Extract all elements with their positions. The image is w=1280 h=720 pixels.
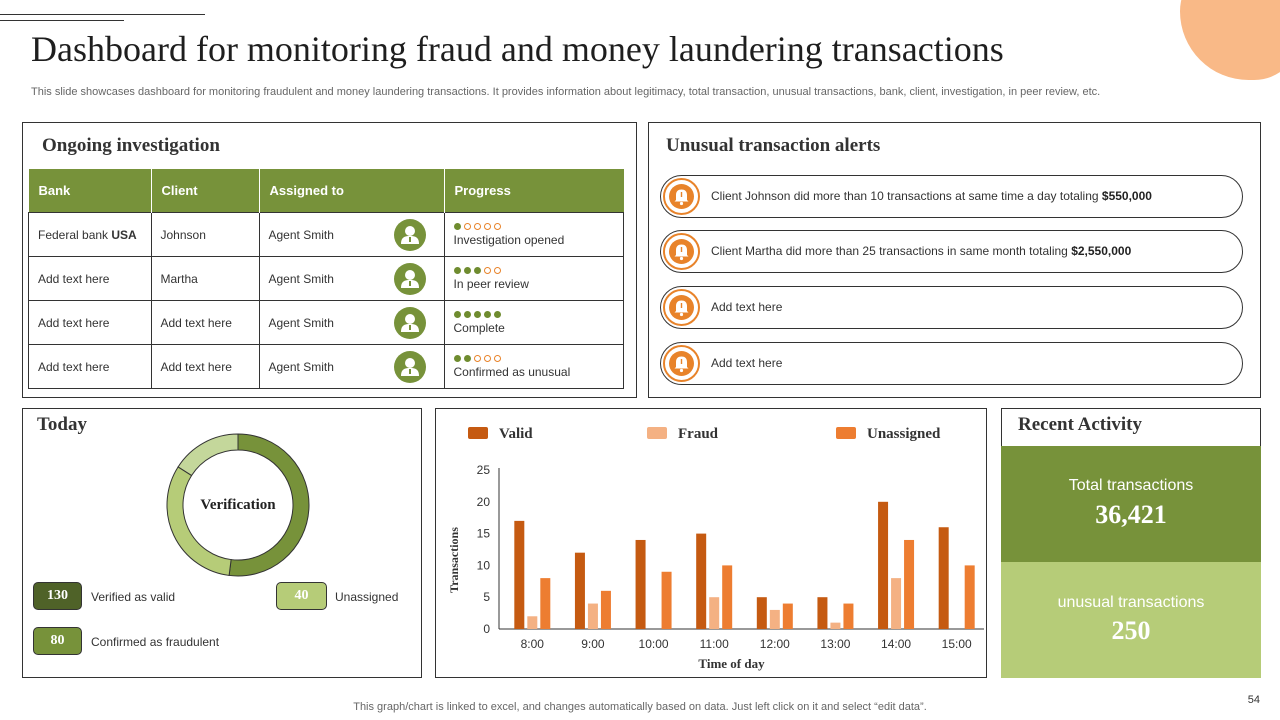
client-cell: Johnson xyxy=(151,213,259,257)
transactions-bar-chart[interactable] xyxy=(435,408,987,678)
x-tick-label: 13:00 xyxy=(820,637,851,651)
progress-status: Confirmed as unusual xyxy=(453,364,571,379)
progress-dot-filled xyxy=(484,311,491,318)
table-row xyxy=(29,345,624,389)
alert-item[interactable] xyxy=(660,175,1243,218)
alert-item[interactable] xyxy=(660,286,1243,329)
bank-cell xyxy=(29,345,152,389)
progress-dot-filled xyxy=(454,311,461,318)
page-title: Dashboard for monitoring fraud and money laundering transactions xyxy=(31,29,1004,69)
donut-segment-unassigned xyxy=(178,434,238,476)
legend-swatch-unassigned xyxy=(836,427,856,439)
legend-label-unassigned: Unassigned xyxy=(867,426,941,442)
page-subtitle: This slide showcases dashboard for monitoring fraudulent and money laundering transactions. It provides information about legitimacy, total transaction, unusual transactions, bank, client, investigation, in peer review, etc. xyxy=(31,86,1101,98)
progress-dots xyxy=(454,311,624,318)
alert-item[interactable] xyxy=(660,230,1243,273)
bar-fraud[interactable] xyxy=(709,597,719,629)
progress-dot-filled xyxy=(464,267,471,274)
alert-message: Add text here xyxy=(711,356,783,370)
progress-cell xyxy=(444,345,624,389)
y-tick-label: 15 xyxy=(476,526,490,541)
bar-unassigned[interactable] xyxy=(965,565,975,629)
alert-text xyxy=(711,189,1152,203)
bank-cell xyxy=(29,213,152,257)
progress-dot-empty xyxy=(494,223,501,230)
y-tick-label: 25 xyxy=(476,463,490,477)
column-header-bank: Bank xyxy=(29,169,152,213)
unusual-transactions-value: 250 xyxy=(1111,616,1151,645)
y-tick-label: 10 xyxy=(476,558,490,573)
x-tick-label: 9:00 xyxy=(581,637,605,651)
x-tick-label: 10:00 xyxy=(638,637,669,651)
bar-unassigned[interactable] xyxy=(540,578,550,629)
alert-message: Client Johnson did more than 10 transactions at same time a day totaling xyxy=(711,189,1102,203)
unassigned-label: Unassigned xyxy=(335,590,399,604)
progress-dots xyxy=(454,267,624,274)
alert-text xyxy=(711,356,782,370)
column-header-client: Client xyxy=(151,169,259,213)
progress-dot-empty xyxy=(484,223,491,230)
decorative-line xyxy=(0,20,124,21)
y-tick-label: 5 xyxy=(483,590,490,605)
agent-name: Agent Smith xyxy=(268,271,334,286)
total-transactions-label: Total transactions xyxy=(1068,477,1194,494)
bar-fraud[interactable] xyxy=(770,610,780,629)
alert-text xyxy=(711,300,782,314)
today-heading: Today xyxy=(37,414,87,435)
progress-dots xyxy=(454,355,624,362)
donut-label: Verification xyxy=(200,497,276,513)
unassigned-badge: 40 xyxy=(276,582,327,610)
table-row xyxy=(29,213,624,257)
bank-cell xyxy=(29,301,152,345)
progress-status: Complete xyxy=(453,320,505,335)
progress-dot-empty xyxy=(494,355,501,362)
user-avatar-icon xyxy=(394,307,426,339)
column-header-progress: Progress xyxy=(444,169,624,213)
progress-dot-filled xyxy=(454,223,461,230)
alert-bell-icon xyxy=(663,178,700,215)
x-tick-label: 8:00 xyxy=(520,637,544,651)
progress-dot-empty xyxy=(474,355,481,362)
user-avatar-icon xyxy=(394,219,426,251)
y-tick-label: 0 xyxy=(483,622,490,636)
y-axis-title: Transactions xyxy=(447,527,461,593)
table-header-row xyxy=(29,169,624,213)
bank-text: Federal bank xyxy=(38,227,112,242)
bank-text: Add text here xyxy=(38,271,110,286)
bar-unassigned[interactable] xyxy=(601,591,611,629)
bank-text: Add text here xyxy=(38,359,110,374)
bar-valid[interactable] xyxy=(575,553,585,629)
progress-dot-empty xyxy=(474,223,481,230)
user-avatar-icon xyxy=(394,263,426,295)
bar-unassigned[interactable] xyxy=(783,604,793,629)
bank-text: Add text here xyxy=(38,315,110,330)
alert-bell-icon xyxy=(663,289,700,326)
progress-dot-empty xyxy=(494,267,501,274)
progress-dot-filled xyxy=(454,267,461,274)
verified-valid-badge: 130 xyxy=(33,582,82,610)
x-tick-label: 15:00 xyxy=(941,637,972,651)
alerts-heading: Unusual transaction alerts xyxy=(666,135,881,156)
agent-name: Agent Smith xyxy=(268,315,334,330)
verification-donut xyxy=(160,427,316,583)
alert-amount: $550,000 xyxy=(1101,189,1152,203)
bar-valid[interactable] xyxy=(939,527,949,629)
progress-dot-empty xyxy=(484,267,491,274)
legend-swatch-fraud xyxy=(647,427,667,439)
legend-label-valid: Valid xyxy=(499,426,533,442)
progress-dot-filled xyxy=(454,355,461,362)
bar-valid[interactable] xyxy=(696,534,706,629)
footer-note: This graph/chart is linked to excel, and changes automatically based on data. Just left click on it and select “edit data”. xyxy=(353,701,927,713)
y-tick-label: 20 xyxy=(476,494,490,509)
alert-item[interactable] xyxy=(660,342,1243,385)
alert-text xyxy=(711,244,1131,258)
bar-valid[interactable] xyxy=(757,597,767,629)
client-cell: Add text here xyxy=(151,345,259,389)
agent-name: Agent Smith xyxy=(268,359,334,374)
agent-name: Agent Smith xyxy=(268,227,334,242)
alert-message: Client Martha did more than 25 transactions in same month totaling xyxy=(711,244,1072,258)
assigned-cell xyxy=(259,301,444,345)
total-transactions-card xyxy=(1001,446,1261,562)
x-tick-label: 11:00 xyxy=(699,637,729,651)
confirmed-fraudulent-label: Confirmed as fraudulent xyxy=(91,635,220,649)
client-cell: Add text here xyxy=(151,301,259,345)
bar-unassigned[interactable] xyxy=(904,540,914,629)
progress-cell xyxy=(444,257,624,301)
progress-dot-filled xyxy=(474,267,481,274)
bar-fraud[interactable] xyxy=(527,616,537,629)
bar-fraud[interactable] xyxy=(588,604,598,629)
assigned-cell xyxy=(259,257,444,301)
client-cell: Martha xyxy=(151,257,259,301)
assigned-cell xyxy=(259,345,444,389)
column-header-assigned: Assigned to xyxy=(259,169,444,213)
bar-unassigned[interactable] xyxy=(843,604,853,629)
table-row xyxy=(29,257,624,301)
bar-valid[interactable] xyxy=(817,597,827,629)
x-tick-label: 14:00 xyxy=(881,637,912,651)
bank-cell xyxy=(29,257,152,301)
legend-swatch-valid xyxy=(468,427,488,439)
progress-status: Investigation opened xyxy=(453,232,565,247)
progress-dot-filled xyxy=(494,311,501,318)
x-axis-title: Time of day xyxy=(698,656,765,671)
bar-unassigned[interactable] xyxy=(662,572,672,629)
total-transactions-value: 36,421 xyxy=(1095,500,1167,529)
unusual-transactions-card xyxy=(1001,562,1261,678)
donut-segment-fraudulent xyxy=(167,467,231,575)
bar-fraud[interactable] xyxy=(891,578,901,629)
verified-valid-label: Verified as valid xyxy=(91,590,176,604)
bank-country: USA xyxy=(111,227,137,242)
table-row xyxy=(29,301,624,345)
progress-cell xyxy=(444,301,624,345)
bar-valid[interactable] xyxy=(636,540,646,629)
confirmed-fraudulent-badge: 80 xyxy=(33,627,82,655)
progress-status: In peer review xyxy=(453,276,529,291)
recent-activity-heading: Recent Activity xyxy=(1018,414,1142,435)
progress-dot-filled xyxy=(464,311,471,318)
progress-dot-empty xyxy=(464,223,471,230)
assigned-cell xyxy=(259,213,444,257)
x-tick-label: 12:00 xyxy=(759,637,790,651)
unusual-transactions-label: unusual transactions xyxy=(1057,594,1205,611)
bar-valid[interactable] xyxy=(514,521,524,629)
progress-dot-filled xyxy=(464,355,471,362)
bar-valid[interactable] xyxy=(878,502,888,629)
user-avatar-icon xyxy=(394,351,426,383)
decorative-line xyxy=(0,14,205,15)
alert-bell-icon xyxy=(663,233,700,270)
progress-dot-filled xyxy=(474,311,481,318)
alert-amount: $2,550,000 xyxy=(1071,244,1132,258)
page-number: 54 xyxy=(1247,694,1260,706)
investigation-table xyxy=(28,169,624,389)
alert-message: Add text here xyxy=(711,300,783,314)
progress-dots xyxy=(454,223,624,230)
legend-label-fraud: Fraud xyxy=(678,426,719,442)
bar-unassigned[interactable] xyxy=(722,565,732,629)
progress-cell xyxy=(444,213,624,257)
alert-bell-icon xyxy=(663,345,700,382)
investigation-heading: Ongoing investigation xyxy=(42,135,220,156)
bar-fraud[interactable] xyxy=(830,623,840,629)
decorative-blob xyxy=(1180,0,1280,80)
progress-dot-empty xyxy=(484,355,491,362)
